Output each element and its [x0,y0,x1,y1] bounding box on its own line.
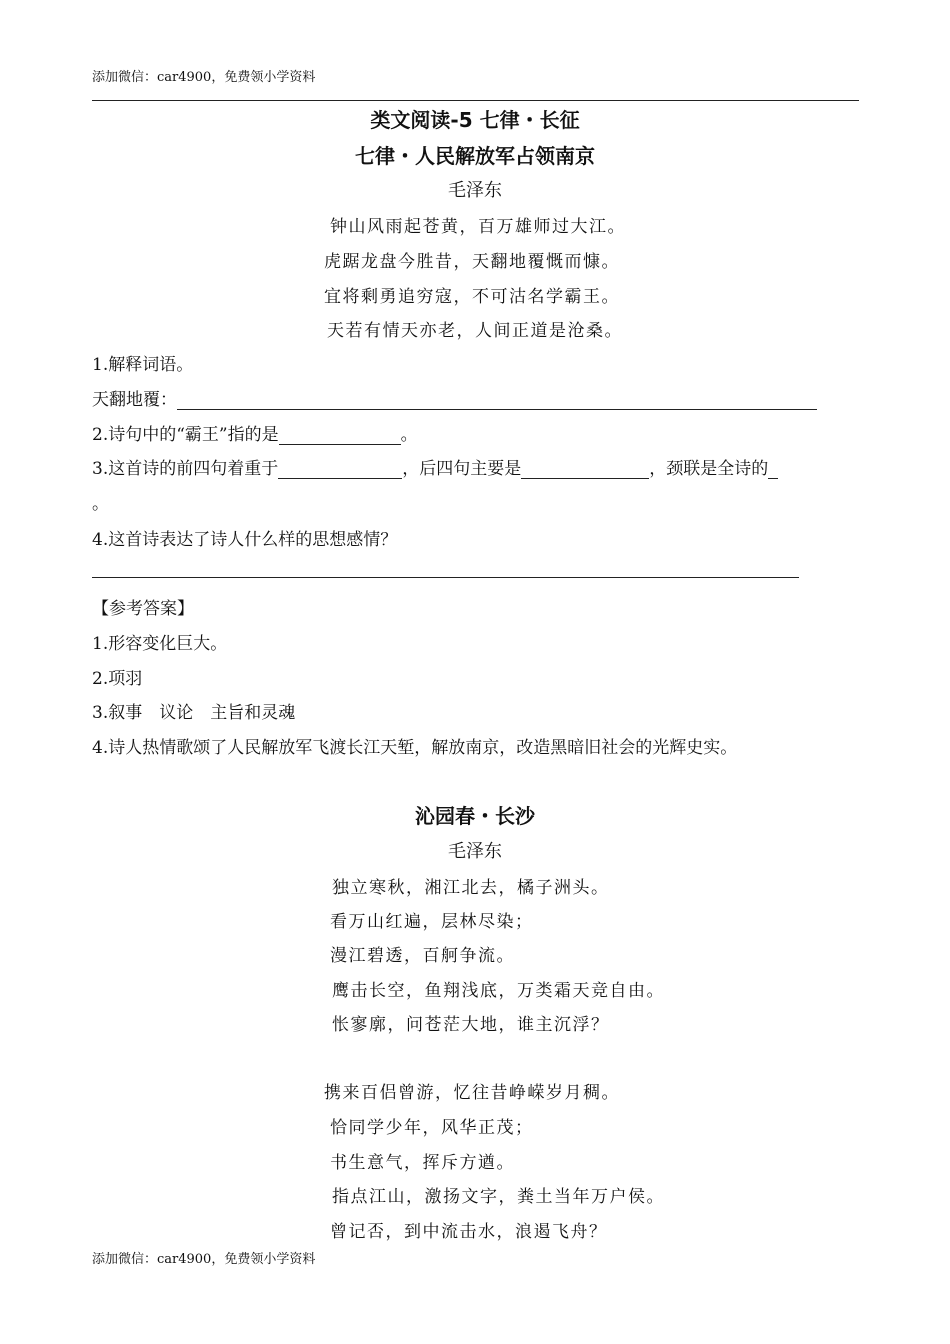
answer-1: 1.形容变化巨大。 [92,634,228,654]
answer-2: 2.项羽 [92,669,143,689]
question-1-term-label: 天翻地覆： [92,390,177,410]
answer-blank[interactable] [278,460,402,479]
poem2-line: 漫江碧透，百舸争流。 [330,946,515,966]
poem2-line: 书生意气，挥斥方遒。 [330,1153,515,1173]
poem1-author: 毛泽东 [448,180,502,201]
poem2-line: 看万山红遍，层林尽染； [330,912,534,932]
poem2-line: 怅寥廓，问苍茫大地，谁主沉浮？ [332,1015,610,1035]
poem2-author: 毛泽东 [448,841,502,862]
answer-3: 3.叙事 议论 主旨和灵魂 [92,703,296,723]
poem2-line: 曾记否，到中流击水，浪遏飞舟？ [330,1222,608,1242]
poem2-line: 携来百侣曾游，忆往昔峥嵘岁月稠。 [324,1083,620,1103]
poem2-line: 鹰击长空，鱼翔浅底，万类霜天竞自由。 [332,981,665,1001]
question-1-term [92,385,817,410]
section-title: 类文阅读-5 七律・长征 [370,108,580,132]
question-3 [92,454,778,479]
answer-4: 4.诗人热情歌颂了人民解放军飞渡长江天堑，解放南京，改造黑暗旧社会的光辉史实。 [92,738,738,758]
question-3-part-b: ，后四句主要是 [402,459,522,479]
question-3-part-a: 3.这首诗的前四句着重于 [92,459,279,479]
question-3-part-c: ，颈联是全诗的 [649,459,769,479]
answer-blank[interactable] [521,460,649,479]
question-4: 4.这首诗表达了诗人什么样的思想感情？ [92,530,398,550]
poem2-title: 沁园春・长沙 [415,804,535,828]
question-1: 1.解释词语。 [92,355,194,375]
poem1-line: 虎踞龙盘今胜昔，天翻地覆慨而慷。 [324,252,620,272]
answer-blank[interactable] [279,426,401,445]
poem2-line: 独立寒秋，湘江北去，橘子洲头。 [332,878,610,898]
answer-line[interactable] [92,577,799,578]
page-header: 添加微信：car4900，免费领小学资料 [92,70,316,85]
poem2-line: 指点江山，激扬文字，粪土当年万户侯。 [332,1187,665,1207]
poem1-line: 天若有情天亦老，人间正道是沧桑。 [327,321,623,341]
poem1-line: 宜将剩勇追穷寇，不可沽名学霸王。 [324,287,620,307]
poem2-line: 恰同学少年，风华正茂； [330,1118,534,1138]
poem1-title: 七律・人民解放军占领南京 [355,144,595,168]
answer-blank[interactable] [177,391,817,410]
answer-blank[interactable] [768,460,778,479]
poem1-line: 钟山风雨起苍黄，百万雄师过大江。 [330,217,626,237]
page-footer: 添加微信：car4900，免费领小学资料 [92,1252,316,1267]
header-rule [92,100,859,101]
question-3-end: 。 [92,494,109,514]
question-2-text: 2.诗句中的“霸王”指的是 [92,425,279,445]
question-2-end: 。 [400,425,418,445]
question-2 [92,420,418,445]
answer-heading: 【参考答案】 [92,599,194,619]
